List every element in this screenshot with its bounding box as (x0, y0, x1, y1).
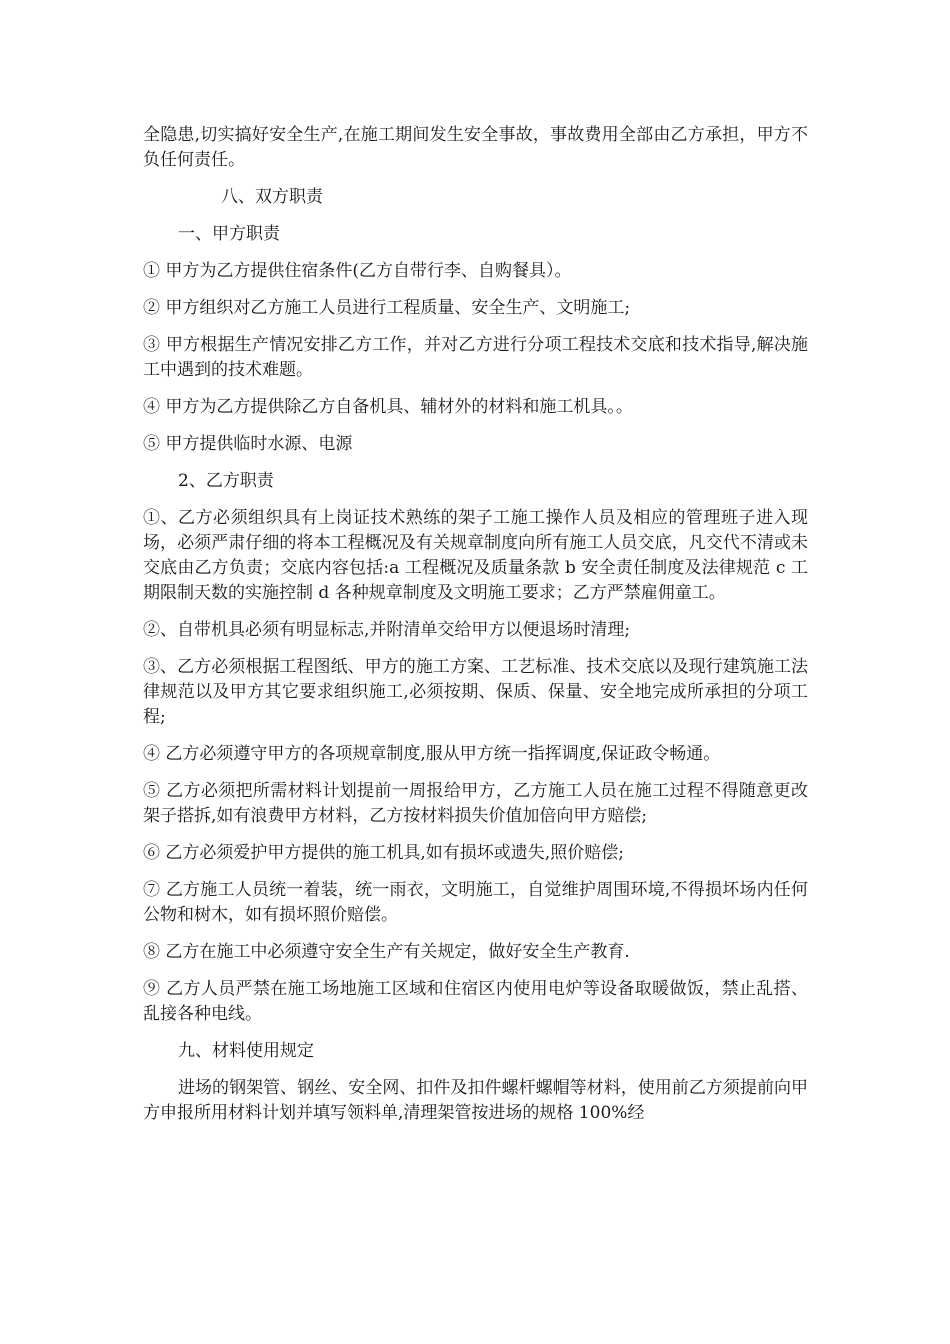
list-item-b5: ⑤ 乙方必须把所需材料计划提前一周报给甲方，乙方施工人员在施工过程不得随意更改架子搭拆,如有浪费甲方材料，乙方按材料损失价值加倍向甲方赔偿; (143, 781, 808, 826)
list-item-a1: ① 甲方为乙方提供住宿条件(乙方自带行李、自购餐具）。 (143, 261, 572, 281)
subheading-party-b-duties: 2、乙方职责 (178, 471, 274, 491)
list-item-b6: ⑥ 乙方必须爱护甲方提供的施工机具,如有损坏或遗失,照价赔偿; (143, 843, 624, 863)
list-item-b7: ⑦ 乙方施工人员统一着装，统一雨衣，文明施工，自觉维护周围环境,不得损坏场内任何公物和树木，如有损坏照价赔偿。 (143, 880, 808, 925)
list-item-a4: ④ 甲方为乙方提供除乙方自备机具、辅材外的材料和施工机具。。 (143, 397, 633, 417)
list-item-a3: ③ 甲方根据生产情况安排乙方工作，并对乙方进行分项工程技术交底和技术指导,解决施工中遇到的技术难题。 (143, 335, 808, 380)
paragraph-material-usage: 进场的钢架管、钢丝、安全网、扣件及扣件螺杆螺帽等材料，使用前乙方须提前向甲方申报所用材料计划并填写领料单,清理架管按进场的规格 100%经 (143, 1078, 808, 1123)
section-heading-material-rules: 九、材料使用规定 (178, 1041, 314, 1061)
list-item-b4: ④ 乙方必须遵守甲方的各项规章制度,服从甲方统一指挥调度,保证政令畅通。 (143, 744, 721, 764)
list-item-b9: ⑨ 乙方人员严禁在施工场地施工区域和住宿区内使用电炉等设备取暖做饭，禁止乱搭、乱接各种电线。 (143, 979, 808, 1024)
list-item-b2: ②、自带机具必须有明显标志,并附清单交给甲方以便退场时清理; (143, 620, 631, 640)
document-body (143, 123, 808, 1138)
list-item-b8: ⑧ 乙方在施工中必须遵守安全生产有关规定，做好安全生产教育. (143, 942, 630, 962)
paragraph-safety-liability: 全隐患,切实搞好安全生产,在施工期间发生安全事故，事故费用全部由乙方承担，甲方不负任何责任。 (143, 125, 808, 170)
list-item-b3: ③、乙方必须根据工程图纸、甲方的施工方案、工艺标准、技术交底以及现行建筑施工法律规范以及甲方其它要求组织施工,必须按期、保质、保量、安全地完成所承担的分项工程; (143, 657, 808, 727)
section-heading-mutual-duties: 八、双方职责 (221, 187, 323, 207)
list-item-b1: ①、乙方必须组织具有上岗证技术熟练的架子工施工操作人员及相应的管理班子进入现场，必须严肃仔细的将本工程概况及有关规章制度向所有施工人员交底，凡交代不清或未交底由乙方负责；交底内容包括:a 工程概况及质量条款 b 安全责任制度及法律规范 c 工期限制天数的实施控制 d 各种规章制度及文明施工要求；乙方严禁雇佣童工。 (143, 508, 808, 603)
list-item-a2: ② 甲方组织对乙方施工人员进行工程质量、安全生产、文明施工; (143, 298, 631, 318)
subheading-party-a-duties: 一、甲方职责 (178, 224, 280, 244)
list-item-a5: ⑤ 甲方提供临时水源、电源 (143, 434, 353, 454)
